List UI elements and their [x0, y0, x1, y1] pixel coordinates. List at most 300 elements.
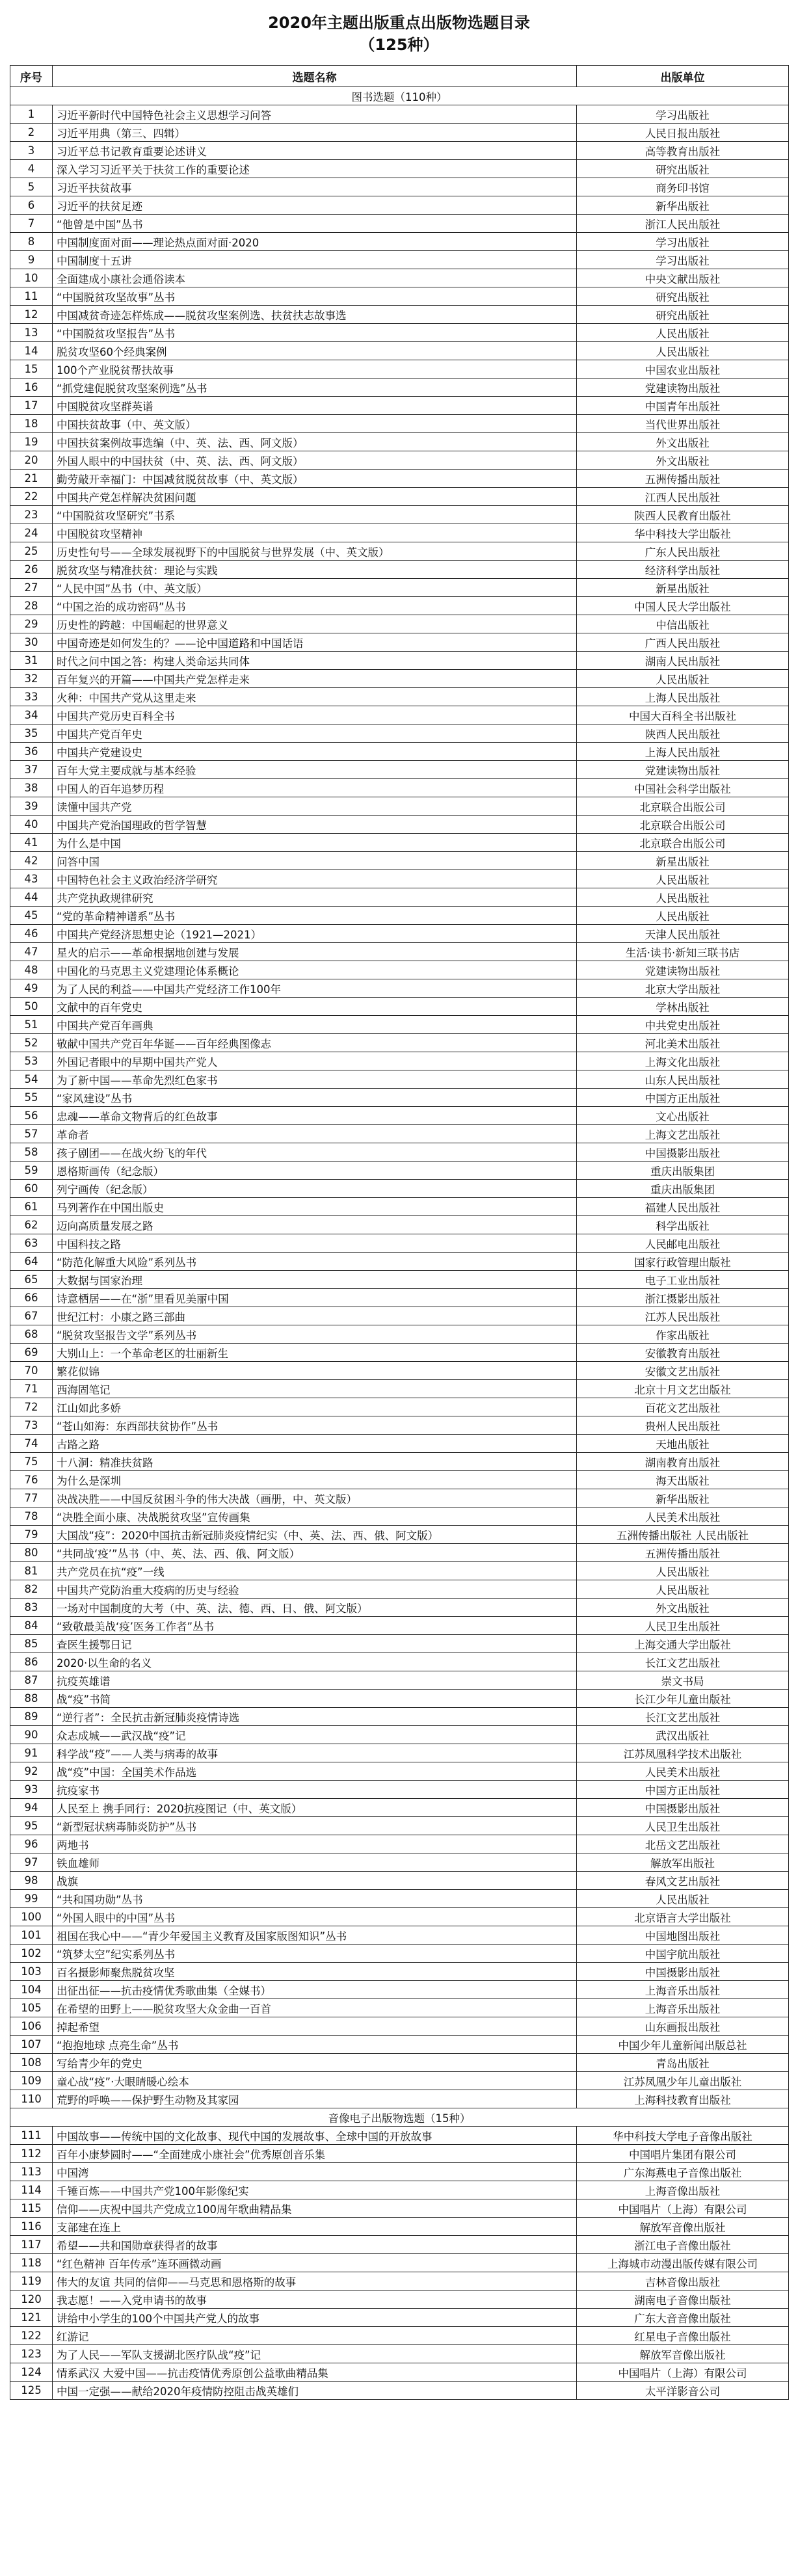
row-publisher: 人民邮电出版社 [577, 1234, 789, 1253]
table-row [10, 524, 789, 542]
row-title: 勤劳敲开幸福门：中国减贫脱贫故事（中、英文版） [53, 470, 577, 488]
row-number: 72 [10, 1398, 53, 1416]
row-title: 习近平新时代中国特色社会主义思想学习问答 [53, 105, 577, 124]
row-publisher: 外文出版社 [577, 451, 789, 470]
row-number: 93 [10, 1781, 53, 1799]
table-row [10, 1253, 789, 1271]
row-title: 中国科技之路 [53, 1234, 577, 1253]
row-number: 91 [10, 1744, 53, 1762]
table-row [10, 1070, 789, 1089]
row-publisher: 上海科技教育出版社 [577, 2090, 789, 2108]
row-title: 情系武汉 大爱中国——抗击疫情优秀原创公益歌曲精品集 [53, 2363, 577, 2382]
row-title: 大国战“疫”：2020中国抗击新冠肺炎疫情纪实（中、英、法、西、俄、阿文版） [53, 1526, 577, 1544]
table-row [10, 1963, 789, 1981]
row-number: 69 [10, 1344, 53, 1362]
row-number: 112 [10, 2145, 53, 2163]
table-row [10, 579, 789, 597]
table-row [10, 816, 789, 834]
row-publisher: 中国唱片（上海）有限公司 [577, 2199, 789, 2218]
table-row [10, 2309, 789, 2327]
row-number: 104 [10, 1981, 53, 1999]
row-number: 9 [10, 251, 53, 269]
row-publisher: 人民出版社 [577, 342, 789, 360]
row-publisher: 北京大学出版社 [577, 979, 789, 998]
row-number: 20 [10, 451, 53, 470]
row-title: 江山如此多娇 [53, 1398, 577, 1416]
table-row [10, 105, 789, 124]
row-publisher: 上海音乐出版社 [577, 1981, 789, 1999]
row-title: 脱贫攻坚与精准扶贫：理论与实践 [53, 561, 577, 579]
row-title: “新型冠状病毒肺炎防护”丛书 [53, 1817, 577, 1835]
row-title: “决胜全面小康、决战脱贫攻坚”宣传画集 [53, 1507, 577, 1526]
row-number: 78 [10, 1507, 53, 1526]
row-number: 76 [10, 1471, 53, 1489]
table-row [10, 2218, 789, 2236]
row-publisher: 红星电子音像出版社 [577, 2327, 789, 2345]
row-publisher: 百花文艺出版社 [577, 1398, 789, 1416]
row-number: 3 [10, 142, 53, 160]
row-title: “家风建设”丛书 [53, 1089, 577, 1107]
row-publisher: 广东大音音像出版社 [577, 2309, 789, 2327]
table-row [10, 1143, 789, 1162]
row-title: 中国湾 [53, 2163, 577, 2181]
table-row [10, 2163, 789, 2181]
row-number: 44 [10, 888, 53, 907]
row-publisher: 人民出版社 [577, 870, 789, 888]
table-row [10, 2236, 789, 2254]
table-row [10, 961, 789, 979]
row-number: 107 [10, 2036, 53, 2054]
row-number: 77 [10, 1489, 53, 1507]
row-publisher: 中国唱片集团有限公司 [577, 2145, 789, 2163]
row-number: 87 [10, 1671, 53, 1690]
row-title: 为了人民——军队支援湖北医疗队战“疫”记 [53, 2345, 577, 2363]
row-title: 中国共产党百年画典 [53, 1016, 577, 1034]
row-title: 古路之路 [53, 1435, 577, 1453]
row-publisher: 上海音像出版社 [577, 2181, 789, 2199]
row-title: 马列著作在中国出版史 [53, 1198, 577, 1216]
row-title: 决战决胜——中国反贫困斗争的伟大决战（画册，中、英文版） [53, 1489, 577, 1507]
table-row [10, 779, 789, 797]
row-number: 89 [10, 1708, 53, 1726]
table-row [10, 1781, 789, 1799]
row-number: 82 [10, 1580, 53, 1599]
row-number: 19 [10, 433, 53, 451]
row-number: 1 [10, 105, 53, 124]
row-number: 94 [10, 1799, 53, 1817]
row-number: 75 [10, 1453, 53, 1471]
document-title: 2020年主题出版重点出版物选题目录 [268, 14, 530, 32]
table-row [10, 287, 789, 306]
row-number: 56 [10, 1107, 53, 1125]
row-publisher: 科学出版社 [577, 1216, 789, 1234]
row-number: 83 [10, 1599, 53, 1617]
table-row [10, 470, 789, 488]
row-publisher: 上海音乐出版社 [577, 1999, 789, 2017]
row-publisher: 中国宇航出版社 [577, 1945, 789, 1963]
row-publisher: 广东人民出版社 [577, 542, 789, 561]
row-title: 敬献中国共产党百年华诞——百年经典图像志 [53, 1034, 577, 1052]
row-publisher: 商务印书馆 [577, 178, 789, 196]
row-publisher: 生活·读书·新知三联书店 [577, 943, 789, 961]
row-publisher: 中国摄影出版社 [577, 1963, 789, 1981]
row-publisher: 学林出版社 [577, 998, 789, 1016]
row-number: 118 [10, 2254, 53, 2272]
row-number: 53 [10, 1052, 53, 1070]
row-publisher: 北京十月文艺出版社 [577, 1380, 789, 1398]
table-row [10, 1817, 789, 1835]
table-row [10, 1289, 789, 1307]
row-publisher: 当代世界出版社 [577, 415, 789, 433]
row-publisher: 人民美术出版社 [577, 1762, 789, 1781]
row-number: 70 [10, 1362, 53, 1380]
row-number: 60 [10, 1180, 53, 1198]
table-row [10, 215, 789, 233]
table-row [10, 1562, 789, 1580]
table-row [10, 1945, 789, 1963]
row-number: 45 [10, 907, 53, 925]
row-publisher: 人民出版社 [577, 888, 789, 907]
row-title: 诗意栖居——在“浙”里看见美丽中国 [53, 1289, 577, 1307]
row-number: 32 [10, 670, 53, 688]
row-publisher: 上海人民出版社 [577, 743, 789, 761]
row-publisher: 党建读物出版社 [577, 961, 789, 979]
table-row [10, 724, 789, 743]
row-publisher: 上海人民出版社 [577, 688, 789, 706]
row-number: 119 [10, 2272, 53, 2291]
table-row [10, 1271, 789, 1289]
row-publisher: 上海文艺出版社 [577, 1125, 789, 1143]
row-title: 荒野的呼唤——保护野生动物及其家园 [53, 2090, 577, 2108]
row-publisher: 长江少年儿童出版社 [577, 1690, 789, 1708]
row-title: 信仰——庆祝中国共产党成立100周年歌曲精品集 [53, 2199, 577, 2218]
row-publisher: 学习出版社 [577, 233, 789, 251]
row-publisher: 人民出版社 [577, 670, 789, 688]
table-row [10, 1762, 789, 1781]
table-row [10, 1234, 789, 1253]
row-publisher: 新星出版社 [577, 579, 789, 597]
row-publisher: 贵州人民出版社 [577, 1416, 789, 1435]
table-row [10, 2199, 789, 2218]
row-publisher: 人民出版社 [577, 907, 789, 925]
row-number: 28 [10, 597, 53, 615]
row-title: 恩格斯画传（纪念版） [53, 1162, 577, 1180]
row-publisher: 中国农业出版社 [577, 360, 789, 378]
row-number: 48 [10, 961, 53, 979]
row-publisher: 人民卫生出版社 [577, 1617, 789, 1635]
row-title: 战旗 [53, 1872, 577, 1890]
row-publisher: 研究出版社 [577, 306, 789, 324]
table-row [10, 1362, 789, 1380]
table-row [10, 1052, 789, 1070]
row-publisher: 湖南教育出版社 [577, 1453, 789, 1471]
row-publisher: 长江文艺出版社 [577, 1708, 789, 1726]
row-publisher: 中国方正出版社 [577, 1781, 789, 1799]
row-title: 中国制度面对面——理论热点面对面·2020 [53, 233, 577, 251]
row-publisher: 电子工业出版社 [577, 1271, 789, 1289]
row-publisher: 中国方正出版社 [577, 1089, 789, 1107]
table-row [10, 324, 789, 342]
row-title: 写给青少年的党史 [53, 2054, 577, 2072]
row-number: 122 [10, 2327, 53, 2345]
table-row [10, 1489, 789, 1507]
row-title: 习近平总书记教育重要论述讲义 [53, 142, 577, 160]
row-title: 我志愿！——入党申请书的故事 [53, 2291, 577, 2309]
row-title: “防范化解重大风险”系列丛书 [53, 1253, 577, 1271]
row-publisher: 人民卫生出版社 [577, 1817, 789, 1835]
row-title: 深入学习习近平关于扶贫工作的重要论述 [53, 160, 577, 178]
row-title: 希望——共和国勋章获得者的故事 [53, 2236, 577, 2254]
row-title: “他曾是中国”丛书 [53, 215, 577, 233]
row-publisher: 中国人民大学出版社 [577, 597, 789, 615]
row-publisher: 中国大百科全书出版社 [577, 706, 789, 724]
row-title: 迈向高质量发展之路 [53, 1216, 577, 1234]
row-publisher: 江西人民出版社 [577, 488, 789, 506]
row-title: 共产党执政规律研究 [53, 888, 577, 907]
row-publisher: 中国地图出版社 [577, 1926, 789, 1945]
row-number: 4 [10, 160, 53, 178]
row-publisher: 外文出版社 [577, 1599, 789, 1617]
row-number: 99 [10, 1890, 53, 1908]
row-publisher: 上海城市动漫出版传媒有限公司 [577, 2254, 789, 2272]
row-title: “致敬最美战‘疫’医务工作者”丛书 [53, 1617, 577, 1635]
row-title: 一场对中国制度的大考（中、英、法、德、西、日、俄、阿文版） [53, 1599, 577, 1617]
table-row [10, 160, 789, 178]
row-number: 52 [10, 1034, 53, 1052]
row-publisher: 中央文献出版社 [577, 269, 789, 287]
table-row [10, 1125, 789, 1143]
row-publisher: 新华出版社 [577, 1489, 789, 1507]
row-number: 121 [10, 2309, 53, 2327]
row-title: 星火的启示——革命根据地创建与发展 [53, 943, 577, 961]
row-title: 百年小康梦圆时——“全面建成小康社会”优秀原创音乐集 [53, 2145, 577, 2163]
row-publisher: 人民出版社 [577, 1562, 789, 1580]
table-row [10, 306, 789, 324]
table-row [10, 2272, 789, 2291]
row-number: 115 [10, 2199, 53, 2218]
row-publisher: 高等教育出版社 [577, 142, 789, 160]
table-row [10, 1435, 789, 1453]
row-number: 54 [10, 1070, 53, 1089]
row-title: 中国共产党经济思想史论（1921—2021） [53, 925, 577, 943]
row-number: 18 [10, 415, 53, 433]
row-number: 80 [10, 1544, 53, 1562]
row-publisher: 浙江摄影出版社 [577, 1289, 789, 1307]
row-publisher: 天地出版社 [577, 1435, 789, 1453]
row-title: 战“疫”中国：全国美术作品选 [53, 1762, 577, 1781]
table-body [10, 87, 789, 2400]
table-row [10, 597, 789, 615]
row-publisher: 华中科技大学出版社 [577, 524, 789, 542]
row-publisher: 武汉出版社 [577, 1726, 789, 1744]
row-number: 125 [10, 2382, 53, 2400]
row-title: 时代之问中国之答：构建人类命运共同体 [53, 652, 577, 670]
table-row [10, 2127, 789, 2145]
row-number: 88 [10, 1690, 53, 1708]
row-publisher: 中共党史出版社 [577, 1016, 789, 1034]
row-title: 繁花似锦 [53, 1362, 577, 1380]
table-row [10, 451, 789, 470]
table-row [10, 360, 789, 378]
row-number: 96 [10, 1835, 53, 1853]
row-publisher: 江苏凤凰少年儿童出版社 [577, 2072, 789, 2090]
table-row [10, 1799, 789, 1817]
table-row [10, 1198, 789, 1216]
row-title: 中国共产党百年史 [53, 724, 577, 743]
row-number: 33 [10, 688, 53, 706]
row-publisher: 研究出版社 [577, 160, 789, 178]
header-no: 序号 [10, 66, 53, 87]
row-publisher: 新华出版社 [577, 196, 789, 215]
row-publisher: 解放军出版社 [577, 1853, 789, 1872]
row-publisher: 陕西人民教育出版社 [577, 506, 789, 524]
row-publisher: 海天出版社 [577, 1471, 789, 1489]
row-publisher: 研究出版社 [577, 287, 789, 306]
row-publisher: 陕西人民出版社 [577, 724, 789, 743]
table-row [10, 1999, 789, 2017]
row-publisher: 安徽教育出版社 [577, 1344, 789, 1362]
row-title: “共和国功勋”丛书 [53, 1890, 577, 1908]
row-title: “抱抱地球 点亮生命”丛书 [53, 2036, 577, 2054]
row-number: 25 [10, 542, 53, 561]
row-title: 革命者 [53, 1125, 577, 1143]
row-publisher: 文心出版社 [577, 1107, 789, 1125]
row-publisher: 五洲传播出版社 人民出版社 [577, 1526, 789, 1544]
row-number: 95 [10, 1817, 53, 1835]
table-row [10, 1344, 789, 1362]
row-title: “筑梦太空”纪实系列丛书 [53, 1945, 577, 1963]
table-row [10, 1653, 789, 1671]
header-name: 选题名称 [53, 66, 577, 87]
table-row [10, 652, 789, 670]
row-publisher: 经济科学出版社 [577, 561, 789, 579]
table-row [10, 269, 789, 287]
table-row [10, 2072, 789, 2090]
row-publisher: 中信出版社 [577, 615, 789, 633]
row-title: 童心战“疫”·大眼睛暖心绘本 [53, 2072, 577, 2090]
row-title: 西海固笔记 [53, 1380, 577, 1398]
row-number: 16 [10, 378, 53, 397]
table-row [10, 688, 789, 706]
row-publisher: 北京联合出版公司 [577, 834, 789, 852]
row-title: 中国奇迹是如何发生的？——论中国道路和中国话语 [53, 633, 577, 652]
table-row [10, 1853, 789, 1872]
row-title: 千锤百炼——中国共产党100年影像纪实 [53, 2181, 577, 2199]
row-title: 在希望的田野上——脱贫攻坚大众金曲一百首 [53, 1999, 577, 2017]
row-publisher: 上海文化出版社 [577, 1052, 789, 1070]
table-row [10, 1544, 789, 1562]
row-number: 39 [10, 797, 53, 816]
row-publisher: 浙江电子音像出版社 [577, 2236, 789, 2254]
row-number: 124 [10, 2363, 53, 2382]
row-publisher: 五洲传播出版社 [577, 1544, 789, 1562]
row-title: 全面建成小康社会通俗读本 [53, 269, 577, 287]
row-number: 59 [10, 1162, 53, 1180]
table-row [10, 415, 789, 433]
row-title: “人民中国”丛书（中、英文版） [53, 579, 577, 597]
section-row [10, 87, 789, 105]
row-publisher: 人民出版社 [577, 324, 789, 342]
row-title: 铁血雄师 [53, 1853, 577, 1872]
row-number: 73 [10, 1416, 53, 1435]
row-title: “抓党建促脱贫攻坚案例选”丛书 [53, 378, 577, 397]
row-title: “外国人眼中的中国”丛书 [53, 1908, 577, 1926]
row-title: 两地书 [53, 1835, 577, 1853]
row-title: 祖国在我心中——“青少年爱国主义教育及国家版图知识”丛书 [53, 1926, 577, 1945]
row-publisher: 外文出版社 [577, 433, 789, 451]
row-title: 伟大的友谊 共同的信仰——马克思和恩格斯的故事 [53, 2272, 577, 2291]
row-title: 为什么是深圳 [53, 1471, 577, 1489]
table-row [10, 925, 789, 943]
table-row [10, 1034, 789, 1052]
row-publisher: 中国社会科学出版社 [577, 779, 789, 797]
table-row [10, 633, 789, 652]
row-title: 忠魂——革命文物背后的红色故事 [53, 1107, 577, 1125]
row-publisher: 中国摄影出版社 [577, 1143, 789, 1162]
table-row [10, 615, 789, 633]
row-number: 116 [10, 2218, 53, 2236]
row-title: “逆行者”：全民抗击新冠肺炎疫情诗选 [53, 1708, 577, 1726]
row-publisher: 中国少年儿童新闻出版总社 [577, 2036, 789, 2054]
table-row [10, 2291, 789, 2309]
row-title: 中国制度十五讲 [53, 251, 577, 269]
row-title: 中国共产党建设史 [53, 743, 577, 761]
row-publisher: 北京联合出版公司 [577, 816, 789, 834]
row-publisher: 上海交通大学出版社 [577, 1635, 789, 1653]
row-number: 117 [10, 2236, 53, 2254]
row-number: 40 [10, 816, 53, 834]
row-title: 讲给中小学生的100个中国共产党人的故事 [53, 2309, 577, 2327]
row-title: 习近平的扶贫足迹 [53, 196, 577, 215]
row-number: 5 [10, 178, 53, 196]
row-title: “苍山如海：东西部扶贫协作”丛书 [53, 1416, 577, 1435]
table-row [10, 1416, 789, 1435]
row-number: 86 [10, 1653, 53, 1671]
row-title: 中国扶贫案例故事选编（中、英、法、西、阿文版） [53, 433, 577, 451]
row-number: 49 [10, 979, 53, 998]
row-title: 十八洞：精准扶贫路 [53, 1453, 577, 1471]
row-publisher: 北岳文艺出版社 [577, 1835, 789, 1853]
table-row [10, 1744, 789, 1762]
row-number: 81 [10, 1562, 53, 1580]
table-row [10, 542, 789, 561]
table-row [10, 1617, 789, 1635]
row-number: 17 [10, 397, 53, 415]
row-number: 50 [10, 998, 53, 1016]
row-publisher: 江苏人民出版社 [577, 1307, 789, 1325]
row-title: 100个产业脱贫帮扶故事 [53, 360, 577, 378]
row-title: 外国人眼中的中国扶贫（中、英、法、西、阿文版） [53, 451, 577, 470]
row-title: 历史性句号——全球发展视野下的中国脱贫与世界发展（中、英文版） [53, 542, 577, 561]
row-publisher: 华中科技大学电子音像出版社 [577, 2127, 789, 2145]
table-row [10, 2345, 789, 2363]
row-publisher: 党建读物出版社 [577, 378, 789, 397]
row-number: 79 [10, 1526, 53, 1544]
row-number: 68 [10, 1325, 53, 1344]
row-title: 为了人民的利益——中国共产党经济工作100年 [53, 979, 577, 998]
table-row [10, 797, 789, 816]
row-title: 中国脱贫攻坚群英谱 [53, 397, 577, 415]
catalog-table [10, 65, 789, 2400]
row-title: 众志成城——武汉战“疫”记 [53, 1726, 577, 1744]
row-publisher: 天津人民出版社 [577, 925, 789, 943]
row-publisher: 国家行政管理出版社 [577, 1253, 789, 1271]
row-number: 92 [10, 1762, 53, 1781]
row-publisher: 解放军音像出版社 [577, 2345, 789, 2363]
row-publisher: 北京联合出版公司 [577, 797, 789, 816]
row-title: 火种：中国共产党从这里走来 [53, 688, 577, 706]
table-row [10, 2017, 789, 2036]
